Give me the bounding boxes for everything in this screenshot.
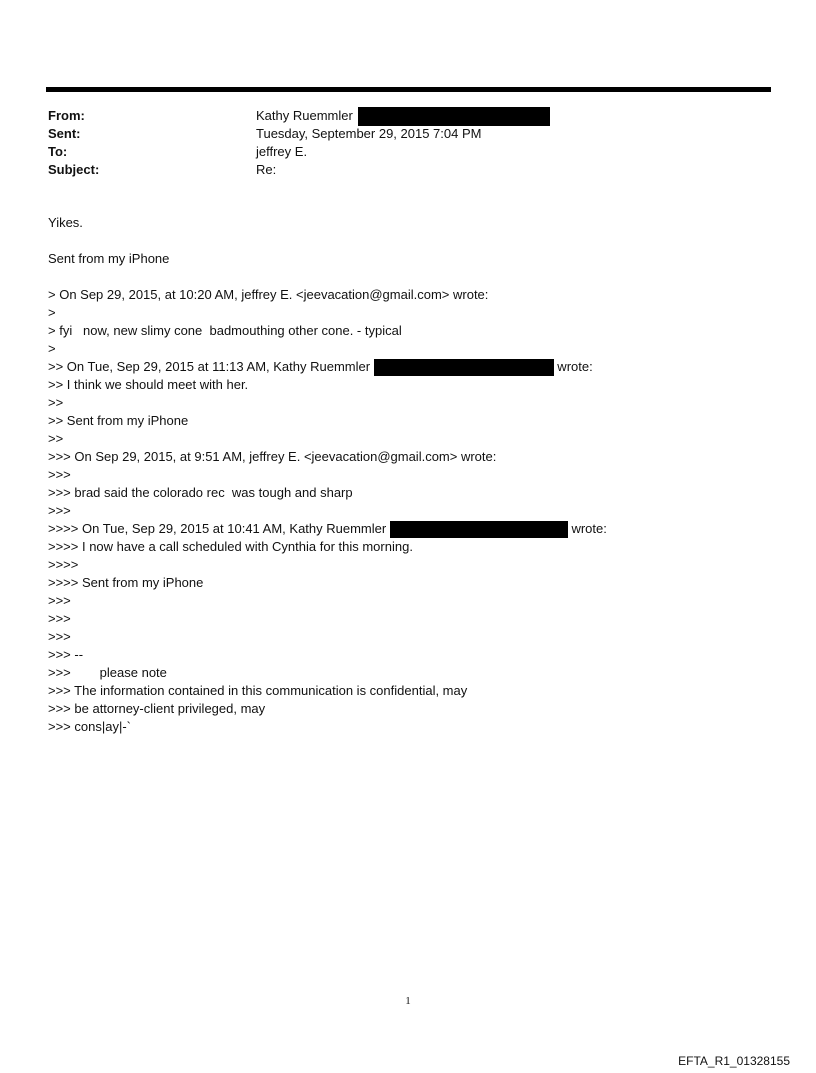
body-line: >>>> I now have a call scheduled with Cynthia for this morning. [48,539,413,554]
body-line: >> [48,395,64,410]
sent-label: Sent: [48,126,81,141]
header-rule [46,87,771,92]
body-line: > On Sep 29, 2015, at 10:20 AM, jeffrey E. <jeevacation@gmail.com> wrote: [48,287,489,302]
body-line [48,358,768,376]
from-name: Kathy Ruemmler [256,108,353,123]
to-row [48,143,748,161]
body-line: >>> brad said the colorado rec was tough and sharp [48,485,353,500]
redaction-box [358,107,550,126]
body-line-text: wrote: [567,521,607,536]
body-line-text: >> On Tue, Sep 29, 2015 at 11:13 AM, Kathy Ruemmler [48,359,371,374]
body-line: >> Sent from my iPhone [48,413,189,428]
body-line: > [48,341,56,356]
body-line: >>> [48,629,71,644]
body-line: >> [48,431,64,446]
body-line: > [48,305,56,320]
sent-value: Tuesday, September 29, 2015 7:04 PM [256,126,482,141]
body-line: >>>> Sent from my iPhone [48,575,204,590]
body-line: Yikes. [48,215,83,230]
to-label: To: [48,144,68,159]
sent-row [48,125,748,143]
body-line: >>> cons|ay|-` [48,719,131,734]
body-line: >>>> [48,557,79,572]
redaction-box [374,359,554,376]
body-line [48,520,768,538]
subject-label: Subject: [48,162,100,177]
to-value: jeffrey E. [256,144,308,159]
body-line: >>> The information contained in this communication is confidential, may [48,683,468,698]
body-line: >>> be attorney-client privileged, may [48,701,266,716]
body-line-text: >>>> On Tue, Sep 29, 2015 at 10:41 AM, Kathy Ruemmler [48,521,387,536]
from-value [256,107,550,126]
email-body [48,214,768,736]
body-line: >> I think we should meet with her. [48,377,249,392]
body-line: >>> [48,593,71,608]
body-line: >>> On Sep 29, 2015, at 9:51 AM, jeffrey E. <jeevacation@gmail.com> wrote: [48,449,497,464]
body-line: > fyi now, new slimy cone badmouthing other cone. - typical [48,323,402,338]
subject-value: Re: [256,162,277,177]
subject-row [48,161,748,179]
body-line: >>> [48,503,71,518]
body-line: Sent from my iPhone [48,251,170,266]
redaction-box [390,521,568,538]
body-line: >>> please note [48,665,167,680]
document-id: EFTA_R1_01328155 [678,1054,790,1068]
body-line: >>> [48,611,71,626]
body-line: >>> [48,467,71,482]
email-header [48,107,748,179]
body-line: >>> -- [48,647,84,662]
from-row [48,107,748,125]
from-label: From: [48,108,85,123]
body-line-text: wrote: [553,359,593,374]
page-number: 1 [405,995,411,1007]
